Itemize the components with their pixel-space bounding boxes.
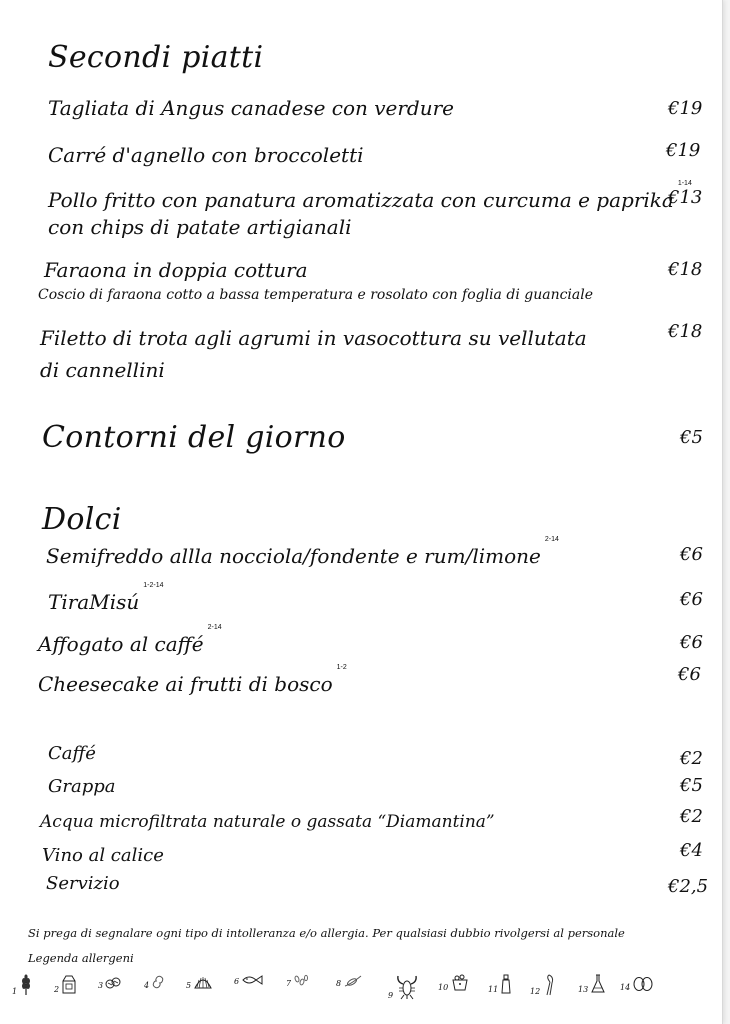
menu-item-price: €18 — [668, 259, 703, 280]
allergen-codes: 2-14 — [207, 624, 222, 632]
allergen-codes: 1-14 — [677, 180, 692, 188]
legend-item: 11 — [488, 974, 512, 994]
menu-item-price: €4 — [680, 840, 703, 861]
menu-item-name: Semifreddo allla nocciola/fondente e rum/limone$^{2-14}$ — [46, 536, 559, 568]
legend-item: 10 — [438, 974, 470, 992]
allergen-codes: 1-2 — [336, 664, 347, 672]
legend-item: 14 — [620, 974, 654, 992]
menu-item-price: €18 — [668, 321, 703, 342]
menu-item-price: €19 — [668, 98, 703, 119]
eggs-icon — [632, 974, 654, 992]
sauce-bottle-icon — [500, 974, 512, 994]
celery-icon — [542, 974, 556, 996]
menu-item-name-cont: di cannellini — [40, 358, 165, 382]
menu-item-price: €6 — [678, 664, 701, 685]
legend-item: 3 — [98, 974, 121, 990]
allergen-legend — [12, 974, 712, 1002]
shell-icon — [193, 974, 213, 990]
lobster-icon — [395, 974, 419, 1000]
menu-item-name: Tagliata di Angus canadese con verdure — [48, 96, 455, 120]
menu-item-price: €19 — [666, 140, 701, 161]
menu-item-name: Pollo fritto con panatura aromatizzata con curcuma e paprika$^{1-14}$ — [48, 180, 692, 212]
wheat-icon — [19, 974, 33, 996]
mustard-icon — [450, 974, 470, 992]
milk-carton-icon — [61, 974, 77, 994]
legend-item: 8 — [336, 974, 363, 988]
allergen-codes: 1-2-14 — [143, 582, 164, 590]
menu-item-price: €6 — [680, 589, 703, 610]
allergy-notice: Si prega di segnalare ogni tipo di intolleranza e/o allergia. Per qualsiasi dubbio rivolgersi al personale — [28, 926, 625, 940]
section-title-contorni: Contorni del giorno — [42, 420, 346, 455]
menu-item-name: Faraona in doppia cottura — [44, 258, 308, 282]
menu-item-name: Acqua microfiltrata naturale o gassata “Diamantina” — [40, 812, 495, 832]
peanut-icon — [151, 974, 165, 990]
menu-item-name: Vino al calice — [42, 845, 164, 866]
menu-item-name: Servizio — [46, 873, 120, 894]
legend-item: 2 — [54, 974, 77, 994]
menu-item-name: TiraMisú$^{1-2-14}$ — [48, 582, 164, 614]
flask-icon — [590, 974, 606, 994]
legend-item: 7 — [286, 974, 309, 988]
menu-item-description: Coscio di faraona cotto a bassa temperatura e rosolato con foglia di guanciale — [38, 287, 594, 303]
menu-item-name: Grappa — [48, 776, 116, 797]
menu-item-name: Affogato al caffé$^{2-14}$ — [38, 624, 222, 656]
menu-item-price: €2 — [680, 806, 703, 827]
section-title-secondi: Secondi piatti — [48, 40, 264, 75]
legend-item: 9 — [388, 974, 419, 1000]
menu-item-price: €6 — [680, 632, 703, 653]
legend-item: 1 — [12, 974, 33, 996]
nuts-icon — [105, 974, 121, 990]
menu-item-name: Cheesecake ai frutti di bosco$^{1-2}$ — [38, 664, 347, 696]
legend-item: 6 — [234, 974, 263, 986]
section-title-dolci: Dolci — [42, 502, 122, 537]
menu-item-name: Filetto di trota agli agrumi in vasocottura su vellutata — [40, 326, 587, 350]
menu-item-name: Caffé — [48, 743, 96, 764]
menu-item-price: €2 — [680, 748, 703, 769]
menu-item-name: Carré d'agnello con broccoletti — [48, 143, 364, 167]
menu-item-name-cont: con chips di patate artigianali — [48, 215, 352, 239]
legend-item: 13 — [578, 974, 606, 994]
menu-item-price: €6 — [680, 544, 703, 565]
legend-item: 4 — [144, 974, 165, 990]
menu-item-price: €5 — [680, 775, 703, 796]
contorni-price: €5 — [680, 427, 703, 448]
menu-item-price: €2,5 — [668, 876, 709, 897]
legend-item: 5 — [186, 974, 213, 990]
soy-icon — [343, 974, 363, 988]
allergen-codes: 2-14 — [544, 536, 559, 544]
fish-icon — [241, 974, 263, 986]
sesame-icon — [293, 974, 309, 988]
menu-item-price: €13 — [668, 187, 703, 208]
legend-title: Legenda allergeni — [28, 951, 134, 965]
legend-item: 12 — [530, 974, 556, 996]
